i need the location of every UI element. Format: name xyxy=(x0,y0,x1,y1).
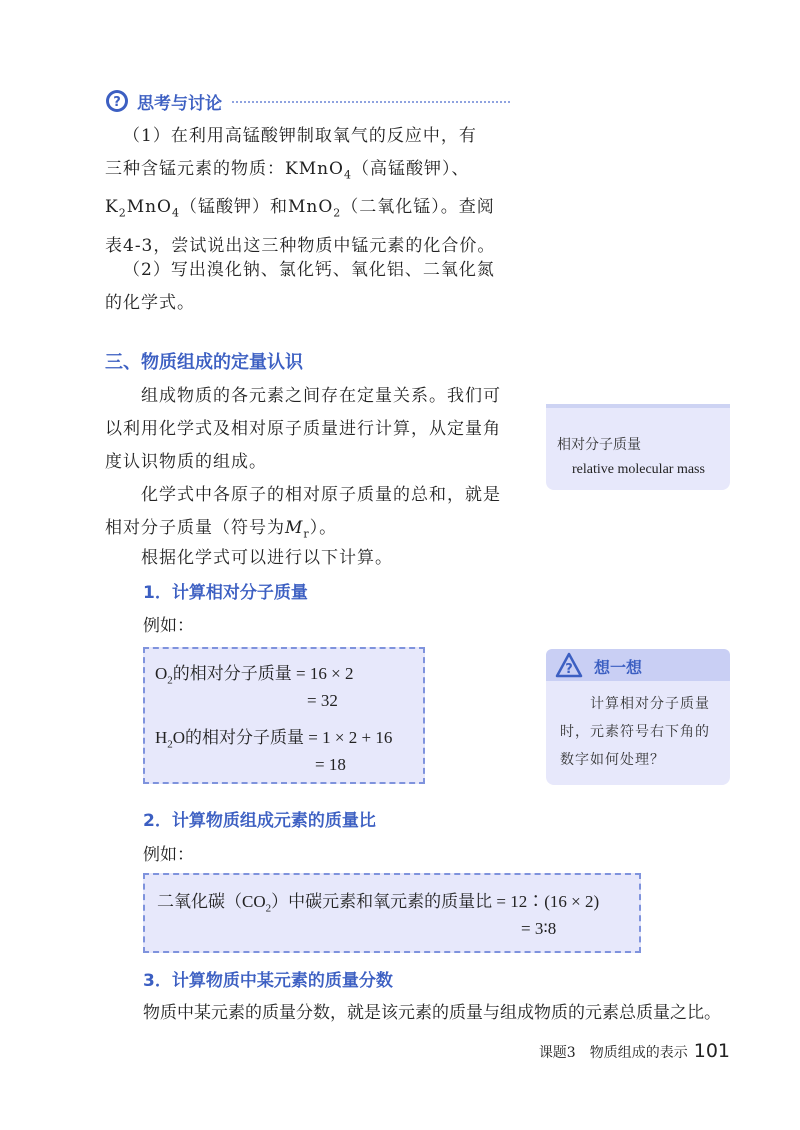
section-3-title: 三、物质组成的定量认识 xyxy=(105,352,303,373)
calc-2-example-label: 例如： xyxy=(143,845,194,865)
term-note-en: relative molecular mass xyxy=(572,462,705,477)
calc-2-line-2: = 3∶8 xyxy=(521,919,557,938)
calc-3-title: 3．计算物质中某元素的质量分数 xyxy=(143,971,393,991)
calc-1-line-1: $O_2$的相对分子质量 = 16 × 2 xyxy=(155,664,354,687)
discussion-dotted-rule xyxy=(232,101,510,103)
section-3-paragraph-2: 化学式中各原子的相对原子质量的总和，就是 相对分子质量（符号为$M_r$）。 xyxy=(105,485,501,541)
calc-2-title: 2．计算物质组成元素的质量比 xyxy=(143,811,376,831)
calc-1-line-2: = 32 xyxy=(307,691,338,710)
calc-1-line-3: $H_2O$的相对分子质量 = 1 × 2 + 16 xyxy=(155,728,393,751)
calc-1-line-4: = 18 xyxy=(315,755,346,774)
discussion-title: 思考与讨论 xyxy=(137,93,222,114)
svg-text:?: ? xyxy=(565,662,573,677)
calc-2-line-1: 二氧化碳$(CO_2)$中碳元素和氧元素的质量比 = 12∶(16 × 2) xyxy=(157,892,600,915)
q2-line-2: 的化学式。 xyxy=(105,293,195,313)
calc-1-example-box xyxy=(143,647,425,784)
calc-2-example-box xyxy=(143,873,641,953)
section-3-paragraph-1: 组成物质的各元素之间存在定量关系。我们可 以利用化学式及相对原子质量进行计算，从定量角 度认识物质的组成。 xyxy=(105,386,501,472)
q1-line-4: 表4-3，尝试说出这三种物质中锰元素的化合价。 xyxy=(105,235,496,256)
calc-1-example-label: 例如： xyxy=(143,616,194,636)
page-number: 101 xyxy=(693,1040,730,1062)
discussion-q2 xyxy=(105,254,515,320)
q2-line-1: （2）写出溴化钠、氯化钙、氧化铝、二氧化氮 xyxy=(123,260,495,280)
discussion-header xyxy=(105,86,222,116)
footer-chapter: 课题3 物质组成的表示 xyxy=(538,1045,688,1061)
term-note-zh: 相对分子质量 xyxy=(557,437,641,453)
discussion-icon xyxy=(105,89,129,113)
q1-line-2: 三种含锰元素的物质：KMnO$_4$（高锰酸钾）、 xyxy=(105,159,470,182)
q1-line-1: （1）在利用高锰酸钾制取氧气的反应中，有 xyxy=(123,126,477,146)
svg-text:?: ? xyxy=(113,95,121,110)
page-footer xyxy=(539,1040,730,1062)
think-note-title: 想一想 xyxy=(594,658,643,677)
q1-line-3: $K_2MnO_4$（锰酸钾）和MnO$_2$（二氧化锰）。查阅 xyxy=(105,197,495,220)
discussion-q1 xyxy=(105,120,515,263)
warning-triangle-icon xyxy=(555,652,583,678)
calc-3-text: 物质中某元素的质量分数，就是该元素的质量与组成物质的元素总质量之比。 xyxy=(143,1003,721,1023)
think-note-text: 计算相对分子质量时，元素符号右下角的数字如何处理？ xyxy=(560,696,710,768)
calc-1-title: 1．计算相对分子质量 xyxy=(143,583,308,603)
section-3-paragraph-3: 根据化学式可以进行以下计算。 xyxy=(141,548,393,568)
